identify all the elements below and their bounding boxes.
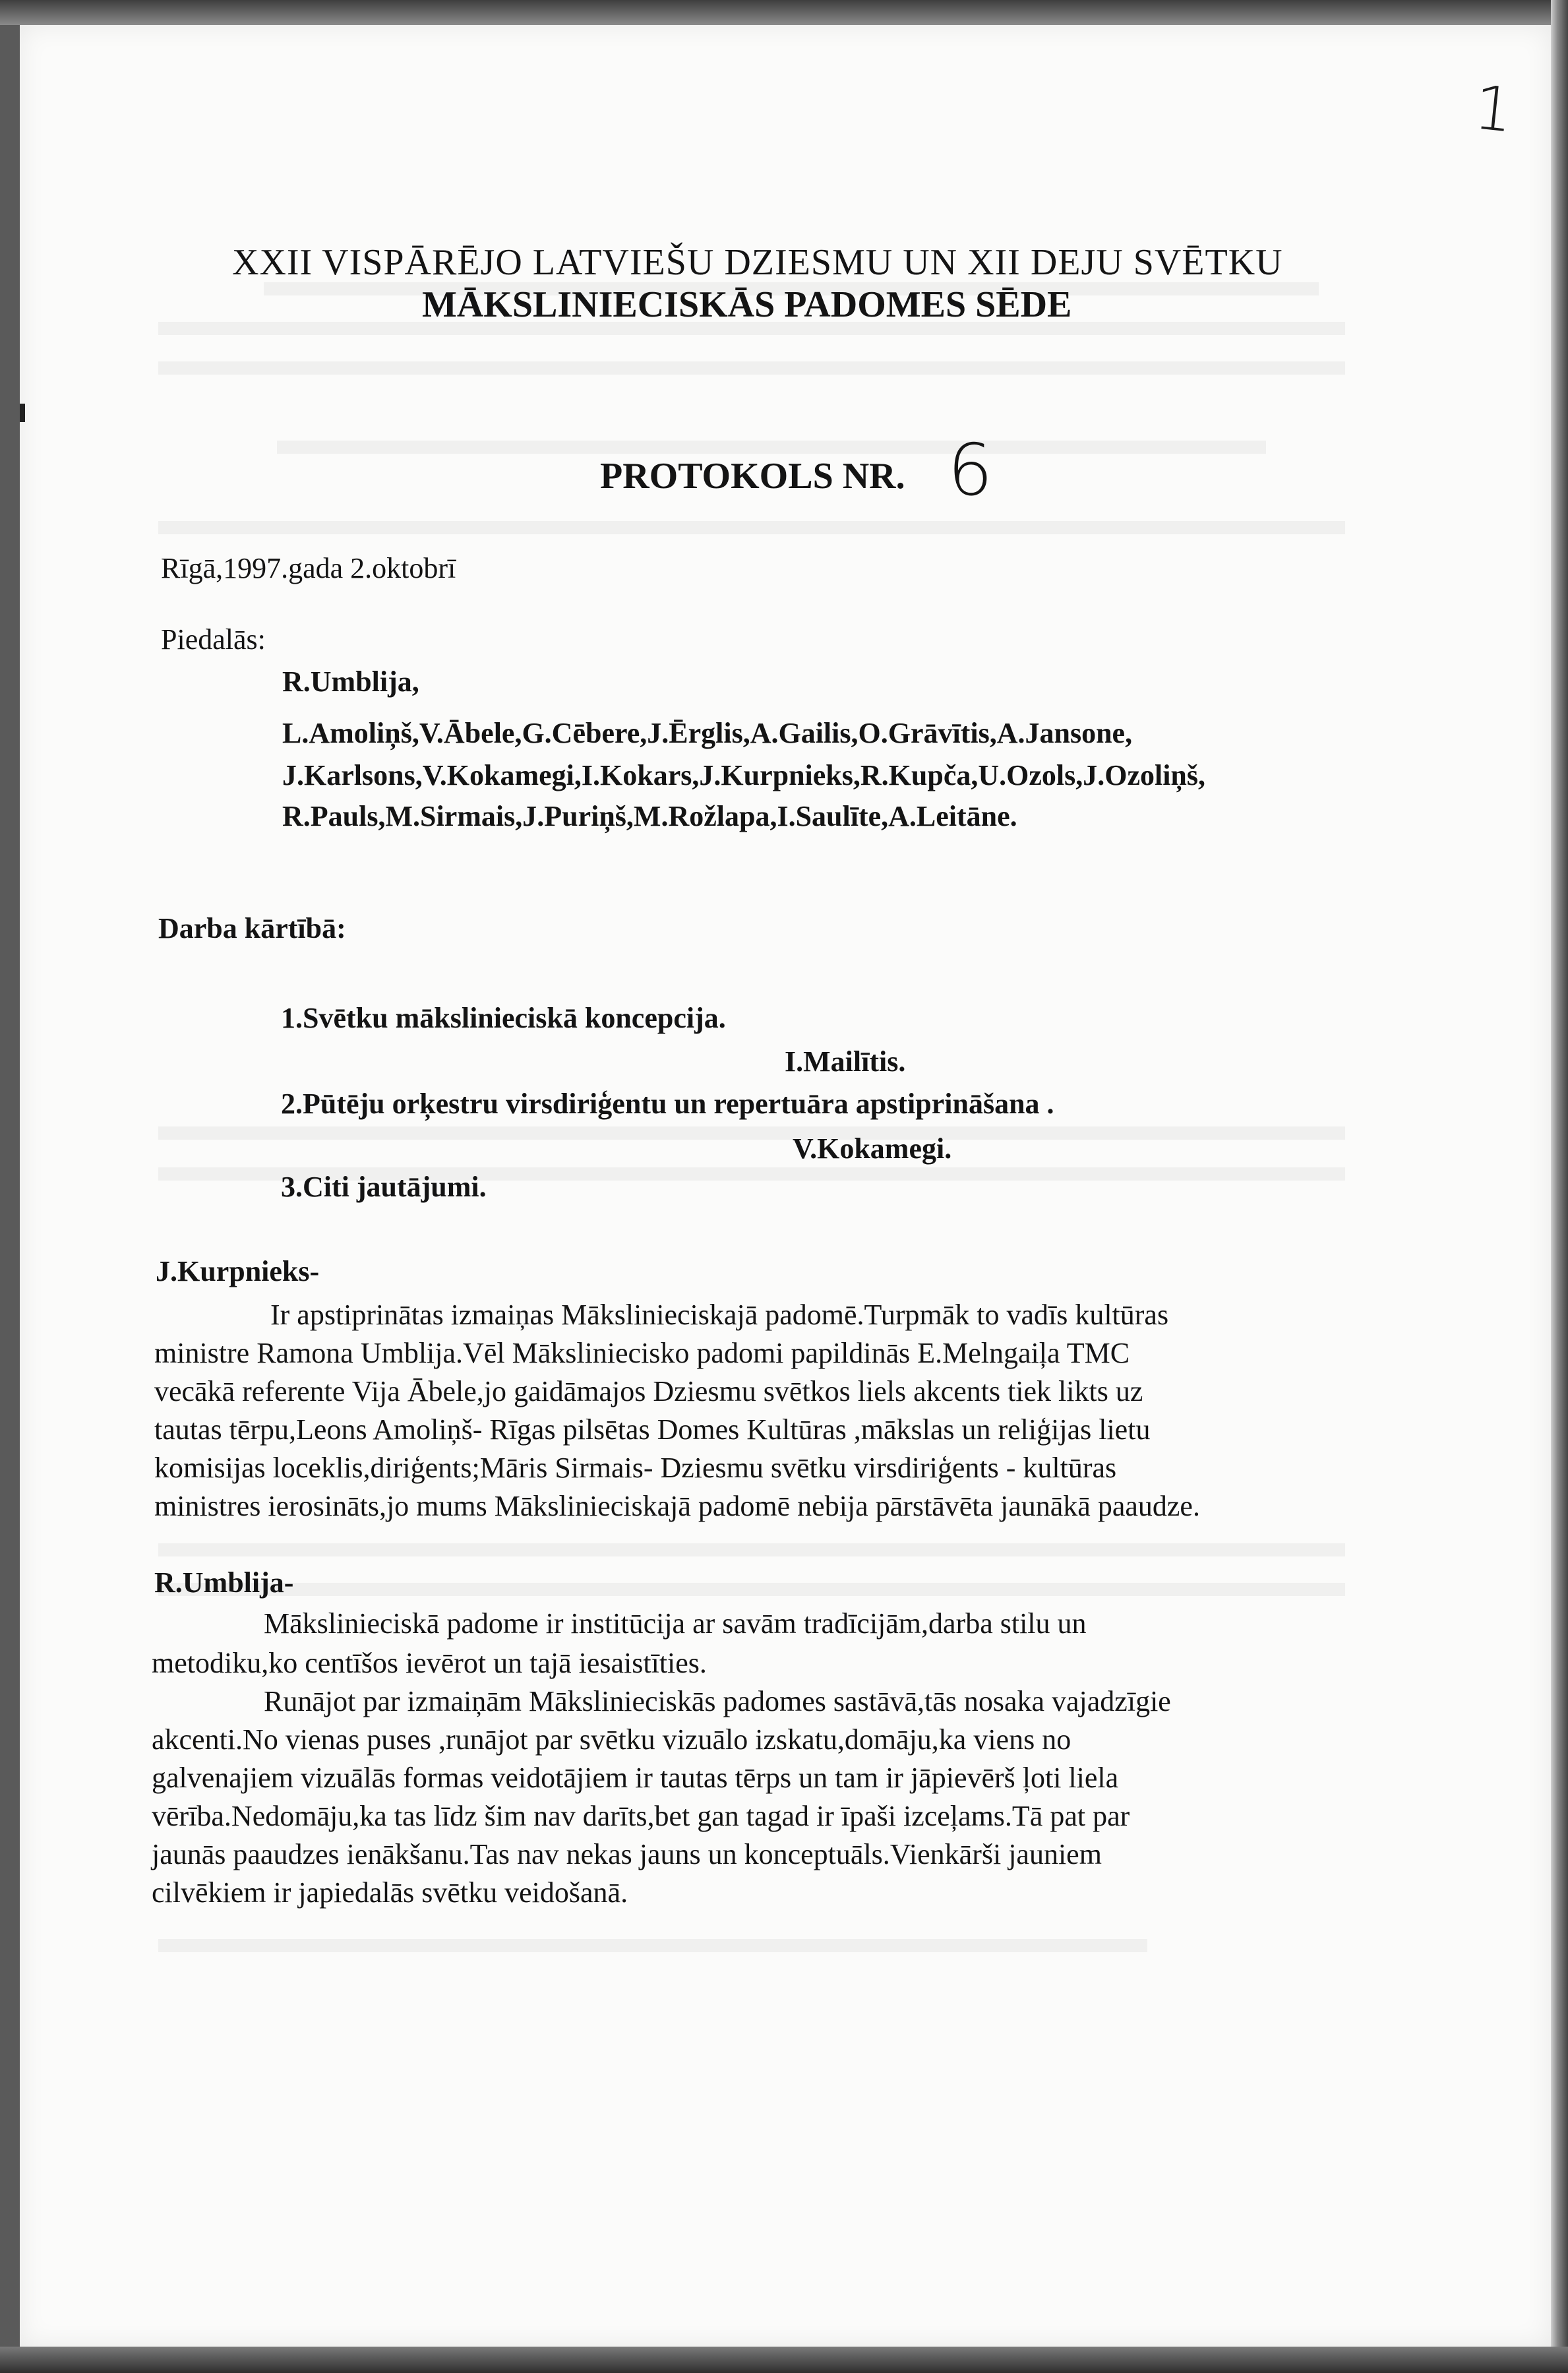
agenda-item: 1.Svētku mākslinieciskā koncepcija. (281, 1002, 726, 1034)
paragraph-line: komisijas loceklis,diriģents;Māris Sirmais- Dziesmu svētku virsdiriģents - kultūras (154, 1452, 1117, 1484)
paragraph-line: vecākā referente Vija Ābele,jo gaidāmajos Dziesmu svētkos liels akcents tiek likts uz (154, 1375, 1143, 1407)
agenda-item: 3.Citi jautājumi. (281, 1171, 487, 1203)
scan-edge-top (0, 0, 1568, 25)
paragraph-line: Mākslinieciskā padome ir institūcija ar savām tradīcijām,darba stilu un (264, 1607, 1087, 1640)
title-line-2: MĀKSLINIECISKĀS PADOMES SĒDE (422, 284, 1072, 325)
attendee-line: J.Karlsons,V.Kokamegi,I.Kokars,J.Kurpnieks,R.Kupča,U.Ozols,J.Ozoliņš, (282, 759, 1206, 791)
attendee-line: R.Umblija, (282, 665, 419, 698)
attendee-line: R.Pauls,M.Sirmais,J.Puriņš,M.Rožlapa,I.Saulīte,A.Leitāne. (282, 800, 1017, 832)
attendees-label: Piedalās: (161, 623, 266, 656)
paragraph-line: galvenajiem vizuālās formas veidotājiem ir tautas tērps un tam ir jāpievērš ļoti liela (152, 1762, 1119, 1794)
protocol-heading: PROTOKOLS NR. (600, 456, 905, 497)
paragraph-line: cilvēkiem ir japiedalās svētku veidošanā. (152, 1876, 628, 1909)
paragraph-line: metodiku,ko centīšos ievērot un tajā iesaistīties. (152, 1647, 707, 1679)
paragraph-line: tautas tērpu,Leons Amoliņš- Rīgas pilsētas Domes Kultūras ,mākslas un reliģijas lietu (154, 1413, 1151, 1446)
speaker-heading: R.Umblija- (154, 1566, 294, 1599)
protocol-number-handwritten: 6 (948, 429, 993, 512)
speaker-heading: J.Kurpnieks- (156, 1255, 320, 1287)
place-date: Rīgā,1997.gada 2.oktobrī (161, 552, 456, 584)
paragraph-line: akcenti.No vienas puses ,runājot par svētku vizuālo izskatu,domāju,ka viens no (152, 1723, 1071, 1756)
agenda-speaker: I.Mailītis. (785, 1045, 906, 1078)
paragraph-line: jaunās paaudzes ienākšanu.Tas nav nekas jauns un konceptuāls.Vienkārši jauniem (152, 1838, 1102, 1870)
title-line-1: XXII VISPĀRĒJO LATVIEŠU DZIESMU UN XII DEJU SVĒTKU (232, 242, 1283, 283)
paragraph-line: Runājot par izmaiņām Mākslinieciskās padomes sastāvā,tās nosaka vajadzīgie (264, 1685, 1171, 1717)
agenda-label: Darba kārtībā: (158, 912, 346, 944)
agenda-speaker: V.Kokamegi. (793, 1132, 952, 1165)
paragraph-line: Ir apstiprinātas izmaiņas Mākslinieciskajā padomē.Turpmāk to vadīs kultūras (270, 1299, 1169, 1331)
paragraph-line: ministres ierosināts,jo mums Mākslinieciskajā padomē nebija pārstāvēta jaunākā paaudze. (154, 1490, 1200, 1522)
binding-mark (20, 404, 25, 422)
agenda-item: 2.Pūtēju orķestru virsdiriģentu un repertuāra apstiprināšana . (281, 1088, 1054, 1120)
attendee-line: L.Amoliņš,V.Ābele,G.Cēbere,J.Ērglis,A.Gailis,O.Grāvītis,A.Jansone, (282, 717, 1133, 749)
handwritten-page-number: 1 (1470, 72, 1517, 146)
scan-edge-bottom (0, 2347, 1568, 2373)
paragraph-line: ministre Ramona Umblija.Vēl Māksliniecisko padomi papildinās E.Melngaiļa TMC (154, 1337, 1130, 1369)
scan-edge-right (1551, 0, 1568, 2373)
paragraph-line: vērība.Nedomāju,ka tas līdz šim nav darīts,bet gan tagad ir īpaši izceļams.Tā pat par (152, 1800, 1130, 1832)
